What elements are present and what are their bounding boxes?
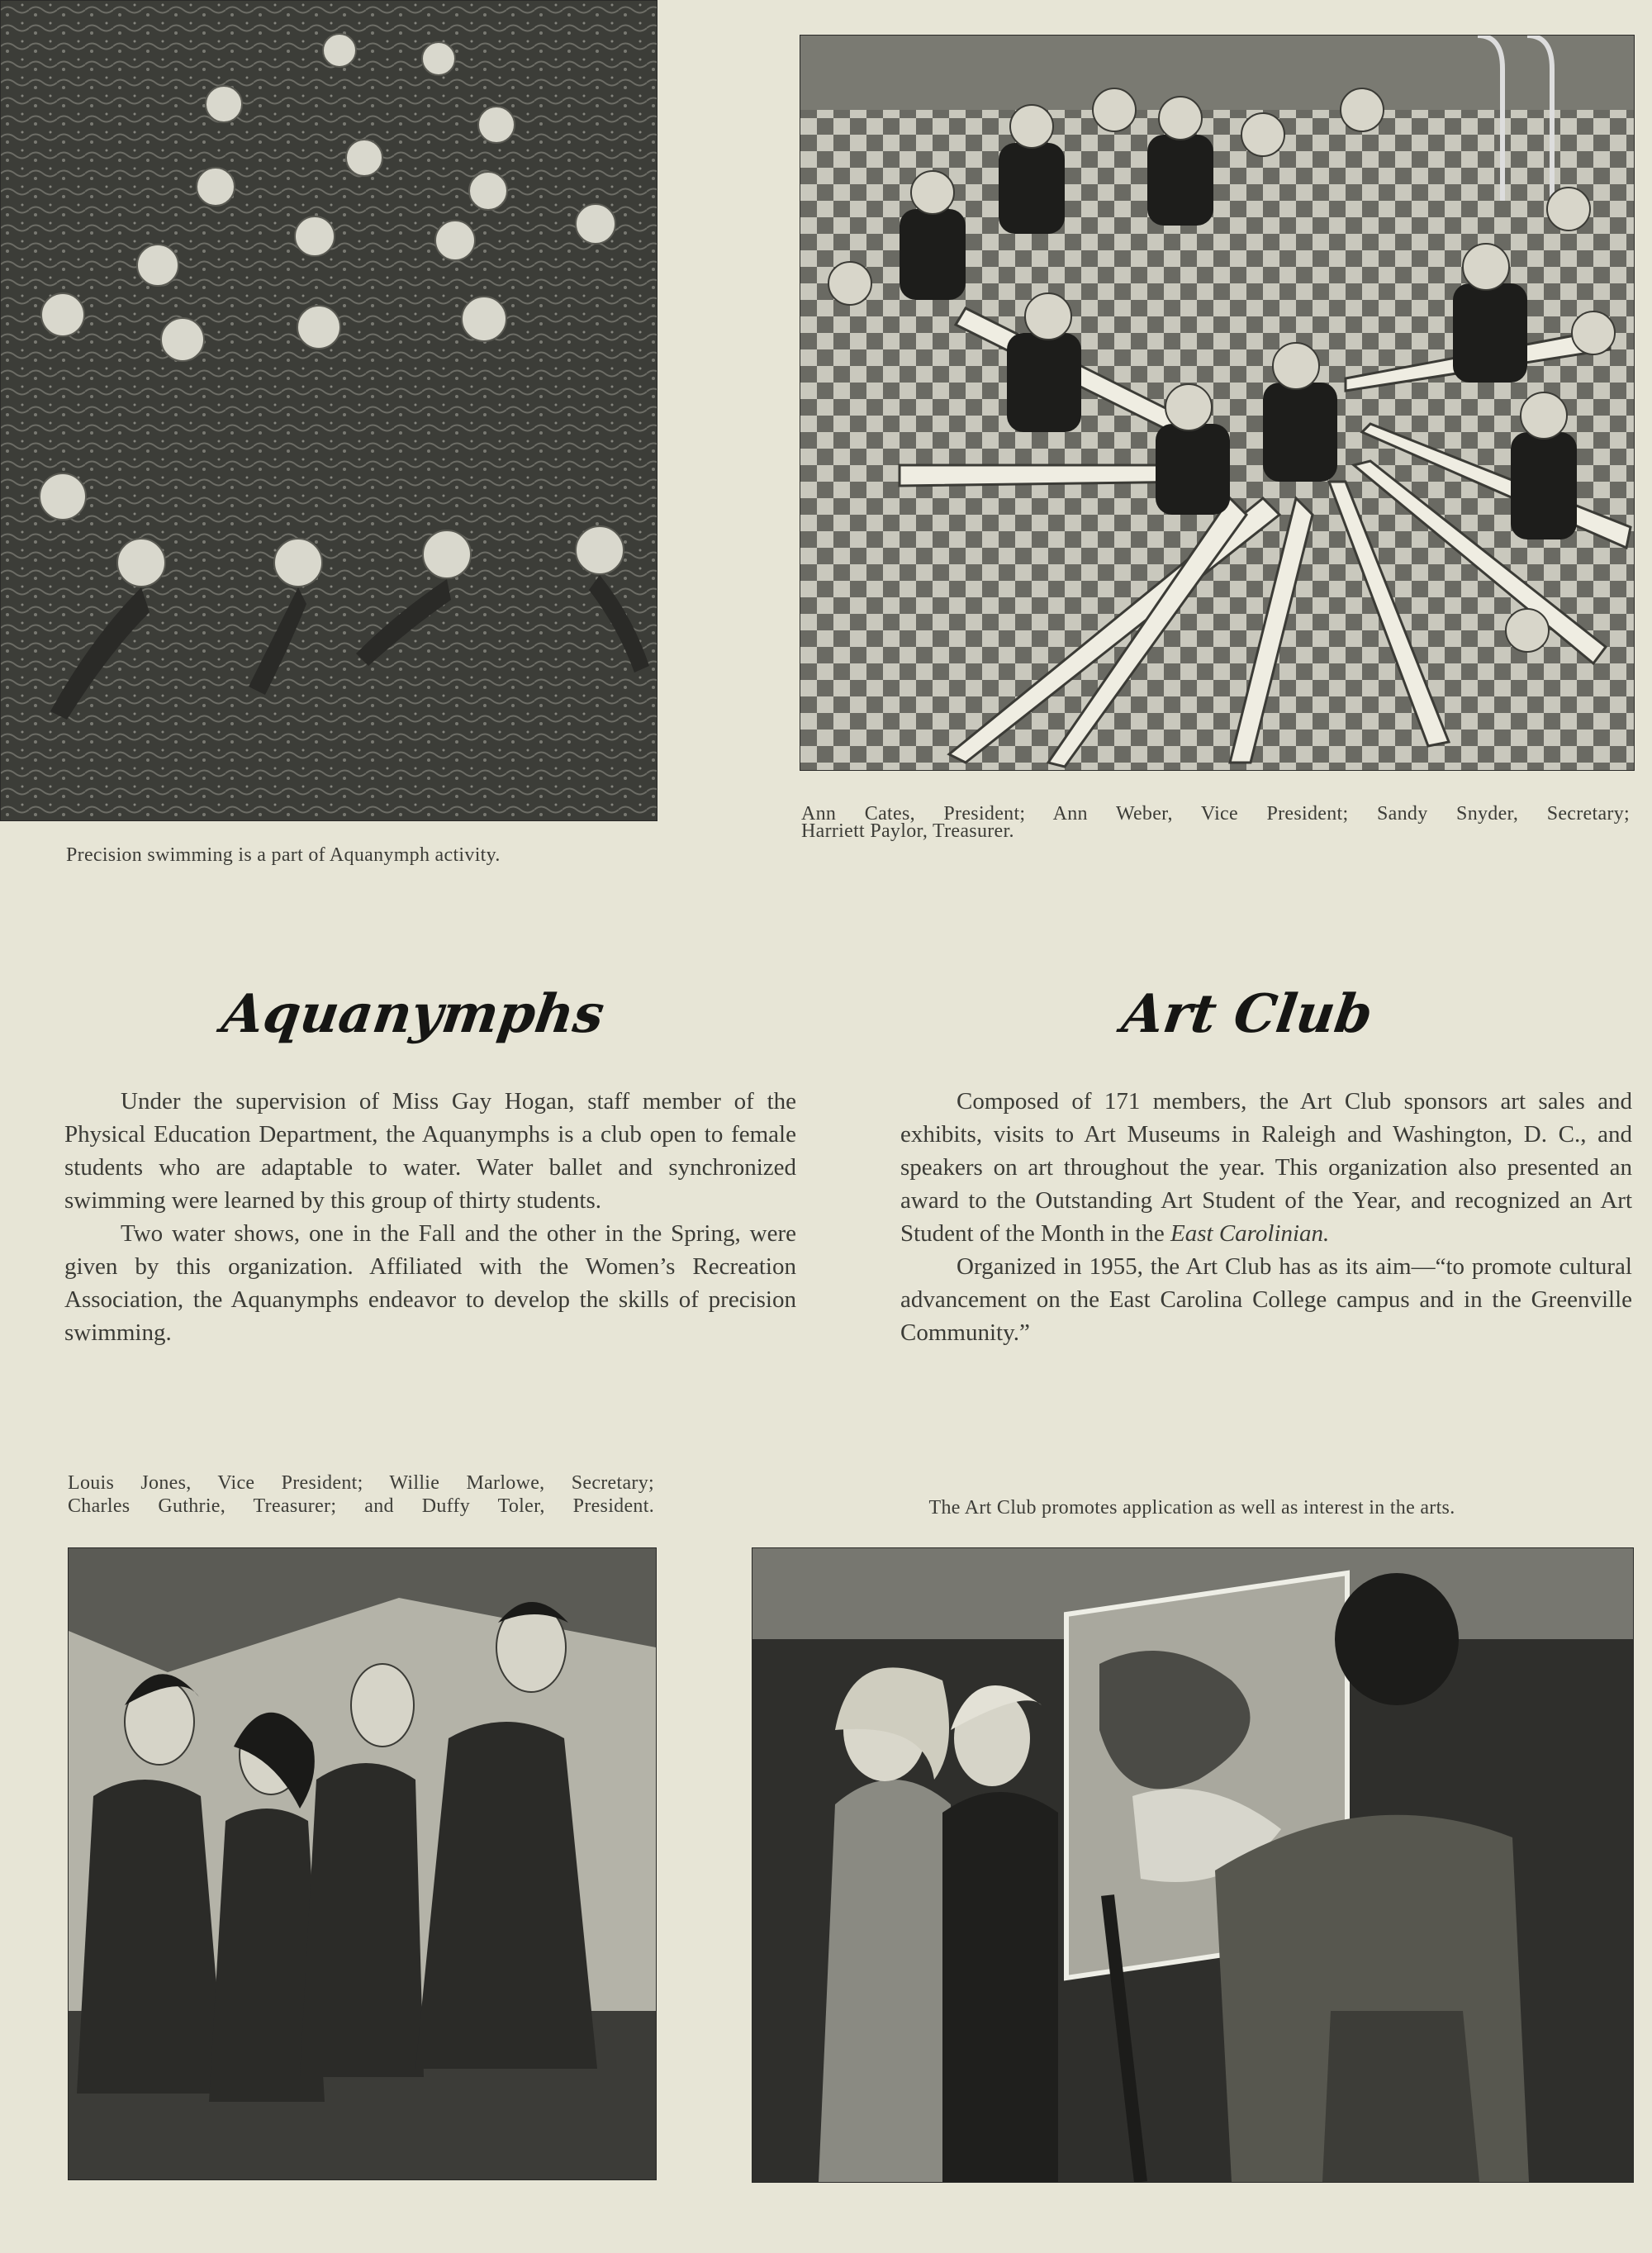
caption-art-officers-line1: Louis Jones, Vice President; Willie Marlowe, Secretary; [68,1472,654,1494]
caption-aquanymph-officers-line1: Ann Cates, President; Ann Weber, Vice President; Sandy Snyder, Secretary; [801,803,1630,825]
art-painting-illustration [752,1548,1633,2182]
caption-art-officers-line2: Charles Guthrie, Treasurer; and Duffy Toler, President. [68,1495,654,1517]
art-club-paragraph-2: Organized in 1955, the Art Club has as its aim—“to promote cultural advancement on the East Carolina College campus and in the Greenville Community.” [900,1253,1632,1346]
art-club-description [900,1085,1632,1349]
aquanymphs-title: Aquanymphs [218,983,608,1045]
caption-precision-swimming: Precision swimming is a part of Aquanymph activity. [66,844,501,866]
swimmers-illustration [1,1,657,820]
art-club-title: Art Club [1118,983,1377,1045]
art-club-paragraph-1 [900,1085,1632,1250]
caption-art-painting: The Art Club promotes application as well as interest in the arts. [928,1497,1455,1519]
aquanymphs-paragraph-2: Two water shows, one in the Fall and the other in the Spring, were given by this organization. Affiliated with the Women’s Recreation Association, the Aquanymphs endeavor to develop the skills of precision swimming. [64,1220,796,1346]
photo-art-club-officers [68,1547,657,2180]
aquanymph-group-illustration [800,36,1634,770]
photo-precision-swimming [0,0,657,821]
aquanymphs-paragraph-1: Under the supervision of Miss Gay Hogan, staff member of the Physical Education Department, the Aquanymphs is a club open to female students who are adaptable to water. Water ballet and synchronized swimming were learned by this group of thirty students. [64,1088,796,1214]
art-club-paragraph-1-text: Composed of 171 members, the Art Club sponsors art sales and exhibits, visits to Art Museums in Raleigh and Washington, D. C., and speakers on art throughout the year. This organization also presented an award to the Outstanding Art Student of the Year, and recognized an Art Student of the Month in the [900,1088,1632,1247]
caption-aquanymph-officers-line2: Harriett Paylor, Treasurer. [801,820,1014,842]
art-officers-illustration [69,1548,656,2179]
aquanymphs-description [64,1085,796,1349]
photo-art-club-painting [752,1547,1634,2183]
publication-name: East Carolinian. [1170,1220,1330,1247]
photo-aquanymph-group [800,35,1635,771]
